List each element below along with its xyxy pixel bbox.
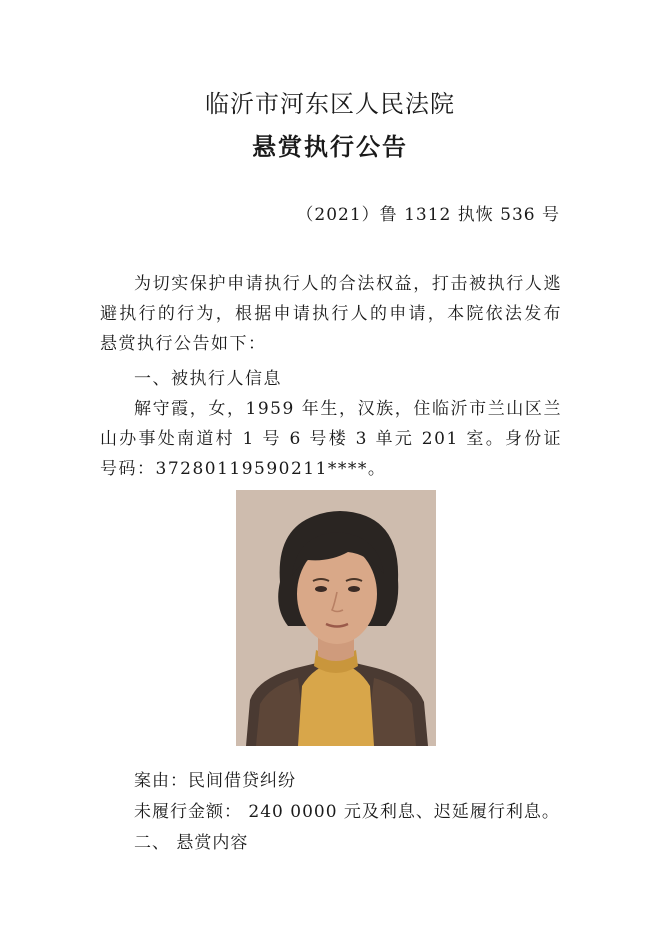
case-number: （2021）鲁 1312 执恢 536 号 [296, 205, 560, 225]
debtor-photo [236, 490, 436, 746]
debtor-details: 解守霞，女，1959 年生，汉族，住临沂市兰山区兰山办事处南道村 1 号 6 号楼 3 单元 201 室。身份证号码：37280119590211****。 [100, 399, 562, 479]
court-name: 临沂市河东区人民法院 [205, 90, 455, 118]
case-cause: 案由：民间借贷纠纷 [134, 771, 296, 791]
section-heading-debtor-info: 一、被执行人信息 [134, 369, 282, 389]
section-heading-reward: 二、 悬赏内容 [134, 833, 249, 853]
intro-paragraph: 为切实保护申请执行人的合法权益，打击被执行人逃避执行的行为，根据申请执行人的申请，本院依法发布悬赏执行公告如下： [100, 274, 562, 354]
unpaid-amount: 未履行金额： 240 0000 元及利息、迟延履行利息。 [134, 802, 560, 822]
notice-title: 悬赏执行公告 [252, 132, 408, 161]
